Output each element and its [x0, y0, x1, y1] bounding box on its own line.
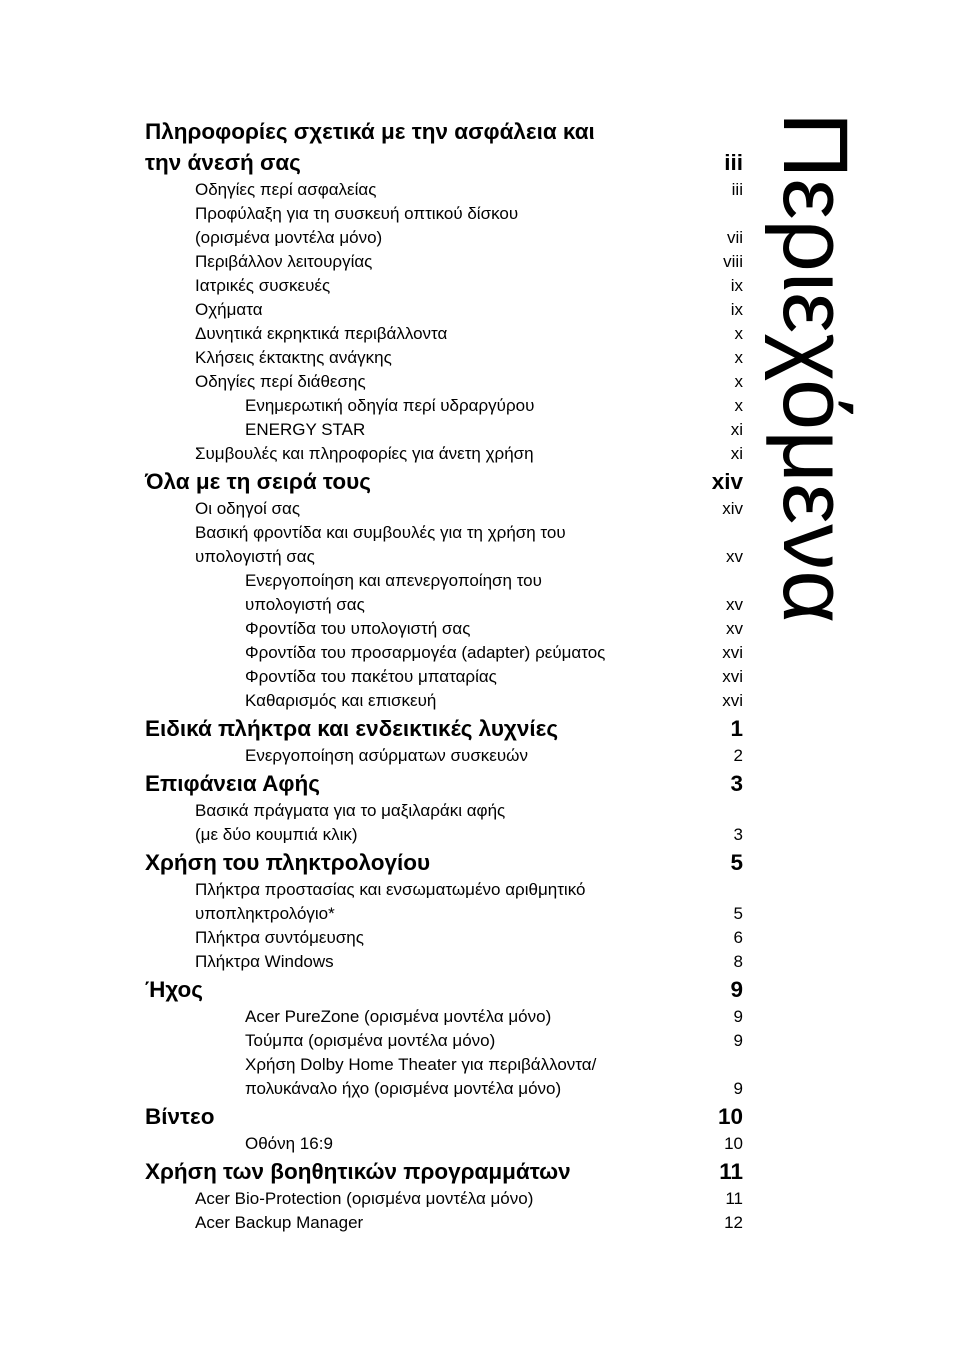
toc-entry-row[interactable] — [195, 1187, 743, 1211]
toc-chapter-row[interactable] — [145, 116, 743, 147]
toc-entry-title: Περιβάλλον λειτουργίας — [195, 252, 373, 271]
toc-entry-row[interactable] — [195, 298, 743, 322]
toc-page-number: 5 — [733, 904, 743, 923]
toc-page-number: 11 — [719, 1159, 743, 1184]
toc-page-number: viii — [723, 252, 743, 271]
toc-page-number: ix — [730, 276, 743, 295]
toc-entry-row[interactable] — [195, 178, 743, 202]
toc-page-number: x — [734, 372, 743, 391]
side-title — [760, 112, 870, 624]
toc-page-number: 9 — [730, 977, 743, 1002]
toc-entry-title: Χρήση Dolby Home Theater για περιβάλλοντα/ — [245, 1055, 597, 1074]
toc-entry-title: Ειδικά πλήκτρα και ενδεικτικές λυχνίες — [145, 716, 559, 741]
toc-entry-title: την άνεσή σας — [145, 150, 301, 175]
toc-entry-title: Acer Backup Manager — [195, 1213, 364, 1232]
toc-entry-row[interactable] — [195, 322, 743, 346]
toc-entry-title: Πληροφορίες σχετικά με την ασφάλεια και — [145, 119, 595, 144]
toc-entry-row[interactable] — [245, 617, 743, 641]
toc-page-number: xv — [726, 595, 743, 614]
toc-page-number: x — [734, 396, 743, 415]
toc-entry-title: Κλήσεις έκτακτης ανάγκης — [195, 348, 392, 367]
toc-chapter-row[interactable] — [145, 147, 743, 178]
toc-entry-title: Χρήση του πληκτρολογίου — [145, 850, 431, 875]
toc-page-number: 9 — [733, 1007, 743, 1026]
toc-entry-title: Ενημερωτική οδηγία περί υδραργύρου — [245, 396, 535, 415]
toc-page-number: 3 — [730, 771, 743, 796]
toc-entry-row[interactable] — [245, 665, 743, 689]
toc-page-number: 2 — [733, 746, 743, 765]
toc-entry-title: Οχήματα — [195, 300, 263, 319]
toc-entry-title: (ορισμένα μοντέλα μόνο) — [195, 228, 383, 247]
toc-entry-row[interactable] — [195, 799, 743, 823]
toc-entry-row[interactable] — [245, 641, 743, 665]
toc-entry-title: Οδηγίες περί διάθεσης — [195, 372, 366, 391]
toc-page-number: 3 — [733, 825, 743, 844]
toc-page-number: x — [734, 324, 743, 343]
toc-entry-title: Ήχος — [145, 977, 203, 1002]
toc-page-number: x — [734, 348, 743, 367]
toc-entry-row[interactable] — [245, 1053, 743, 1077]
toc-page-number: 8 — [733, 952, 743, 971]
toc-page-number: vii — [726, 228, 743, 247]
toc-entry-title: (με δύο κουμπιά κλικ) — [195, 825, 358, 844]
toc-entry-title: Ενεργοποίηση και απενεργοποίηση του — [245, 571, 542, 590]
toc-entry-title: Ενεργοποίηση ασύρματων συσκευών — [245, 746, 528, 765]
table-of-contents — [145, 116, 743, 1235]
toc-entry-row[interactable] — [195, 878, 743, 902]
toc-page-number: xvi — [722, 643, 743, 662]
toc-entry-title: Βίντεο — [145, 1104, 215, 1129]
toc-chapter-row[interactable] — [145, 1156, 743, 1187]
toc-entry-title: Πλήκτρα προστασίας και ενσωματωμένο αριθμητικό — [195, 880, 586, 899]
toc-entry-row[interactable] — [195, 274, 743, 298]
toc-entry-row[interactable] — [245, 569, 743, 593]
toc-entry-row[interactable] — [195, 497, 743, 521]
toc-page-number: xi — [730, 420, 743, 439]
toc-page-number: xvi — [722, 691, 743, 710]
toc-entry-title: υπολογιστή σας — [245, 595, 365, 614]
toc-entry-row[interactable] — [245, 689, 743, 713]
toc-entry-row[interactable] — [195, 370, 743, 394]
toc-page-number: 10 — [724, 1134, 743, 1153]
toc-entry-title: Acer PureZone (ορισμένα μοντέλα μόνο) — [245, 1007, 552, 1026]
toc-entry-title: Επιφάνεια Αφής — [145, 771, 320, 796]
toc-entry-row[interactable] — [195, 926, 743, 950]
toc-page-number: 1 — [730, 716, 743, 741]
toc-entry-title: Οδηγίες περί ασφαλείας — [195, 180, 377, 199]
toc-entry-title: Οθόνη 16:9 — [245, 1134, 333, 1153]
toc-entry-title: Τούμπα (ορισμένα μοντέλα μόνο) — [245, 1031, 496, 1050]
toc-page-number: iii — [724, 150, 743, 175]
toc-entry-title: Χρήση των βοηθητικών προγραμμάτων — [145, 1159, 571, 1184]
toc-entry-title: Βασικά πράγματα για το μαξιλαράκι αφής — [195, 801, 506, 820]
toc-entry-title: Acer Bio-Protection (ορισμένα μοντέλα μόνο) — [195, 1189, 534, 1208]
toc-entry-row[interactable] — [195, 250, 743, 274]
toc-entry-row[interactable] — [245, 394, 743, 418]
toc-chapter-row[interactable] — [145, 768, 743, 799]
toc-page-number: xiv — [711, 469, 743, 494]
toc-entry-row[interactable] — [245, 593, 743, 617]
toc-entry-title: Φροντίδα του υπολογιστή σας — [245, 619, 471, 638]
toc-entry-row[interactable] — [195, 823, 743, 847]
toc-entry-row[interactable] — [195, 950, 743, 974]
toc-page-number: 9 — [733, 1031, 743, 1050]
toc-entry-row[interactable] — [245, 1132, 743, 1156]
toc-entry-row[interactable] — [245, 1005, 743, 1029]
toc-entry-title: ENERGY STAR — [245, 420, 366, 439]
toc-entry-title: Οι οδηγοί σας — [195, 499, 301, 518]
toc-entry-row[interactable] — [195, 902, 743, 926]
toc-entry-row[interactable] — [195, 442, 743, 466]
toc-entry-title: Φροντίδα του προσαρμογέα (adapter) ρεύματος — [245, 643, 606, 662]
toc-entry-title: υποπληκτρολόγιο* — [195, 904, 335, 923]
toc-entry-title: πολυκάναλο ήχο (ορισμένα μοντέλα μόνο) — [245, 1079, 562, 1098]
toc-entry-title: Δυνητικά εκρηκτικά περιβάλλοντα — [195, 324, 448, 343]
toc-entry-row[interactable] — [195, 226, 743, 250]
toc-page-number: 9 — [733, 1079, 743, 1098]
toc-entry-row[interactable] — [195, 346, 743, 370]
toc-chapter-row[interactable] — [145, 713, 743, 744]
toc-entry-row[interactable] — [245, 744, 743, 768]
side-title-text: Περιεχόμενα — [764, 112, 866, 624]
toc-page-number: xi — [730, 444, 743, 463]
toc-page-number: 10 — [717, 1104, 743, 1129]
toc-entry-row[interactable] — [245, 418, 743, 442]
toc-entry-title: Πλήκτρα Windows — [195, 952, 334, 971]
toc-entry-title: Καθαρισμός και επισκευή — [245, 691, 437, 710]
toc-entry-row[interactable] — [195, 545, 743, 569]
toc-page-number: 5 — [730, 850, 743, 875]
toc-entry-row[interactable] — [245, 1077, 743, 1101]
toc-chapter-row[interactable] — [145, 974, 743, 1005]
toc-page-number: iii — [731, 180, 743, 199]
toc-page-number: 12 — [724, 1213, 743, 1232]
toc-page-number: xvi — [722, 667, 743, 686]
toc-page-number: ix — [730, 300, 743, 319]
toc-page-number: 11 — [725, 1189, 743, 1208]
toc-entry-title: Φροντίδα του πακέτου μπαταρίας — [245, 667, 497, 686]
toc-page-number: xv — [726, 619, 743, 638]
toc-entry-row[interactable] — [245, 1029, 743, 1053]
toc-entry-title: Πλήκτρα συντόμευσης — [195, 928, 364, 947]
toc-entry-title: Όλα με τη σειρά τους — [145, 469, 371, 494]
toc-entry-title: Συμβουλές και πληροφορίες για άνετη χρήση — [195, 444, 534, 463]
toc-page-number: xv — [726, 547, 743, 566]
toc-chapter-row[interactable] — [145, 847, 743, 878]
toc-entry-title: Βασική φροντίδα και συμβουλές για τη χρήση του — [195, 523, 566, 542]
toc-entry-title: Ιατρικές συσκευές — [195, 276, 331, 295]
toc-page-number: 6 — [733, 928, 743, 947]
toc-entry-row[interactable] — [195, 1211, 743, 1235]
toc-entry-title: υπολογιστή σας — [195, 547, 315, 566]
toc-page-number: xiv — [722, 499, 743, 518]
toc-chapter-row[interactable] — [145, 1101, 743, 1132]
toc-entry-title: Προφύλαξη για τη συσκευή οπτικού δίσκου — [195, 204, 519, 223]
toc-entry-row[interactable] — [195, 202, 743, 226]
toc-entry-row[interactable] — [195, 521, 743, 545]
toc-chapter-row[interactable] — [145, 466, 743, 497]
